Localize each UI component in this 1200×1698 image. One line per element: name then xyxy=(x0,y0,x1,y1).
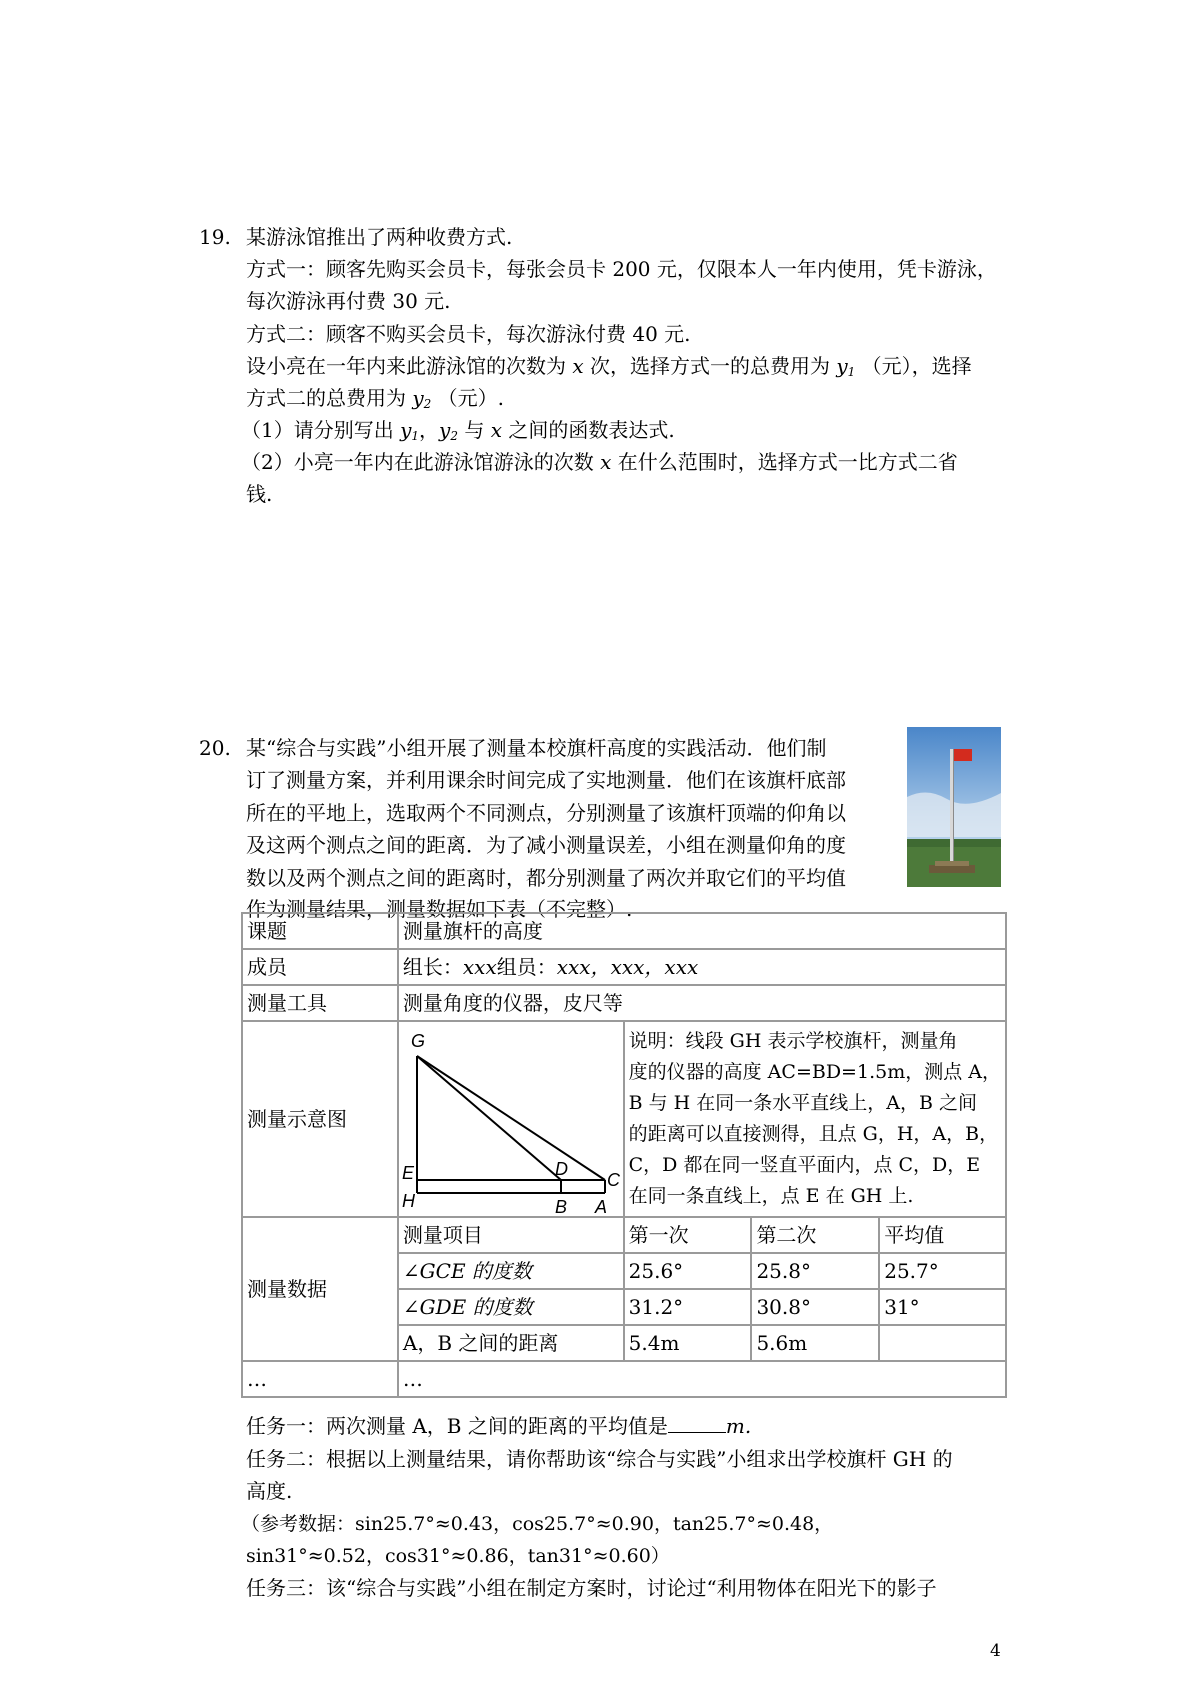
task-1-unit: m. xyxy=(725,1414,752,1438)
members-list: xxx，xxx，xxx xyxy=(556,955,699,979)
members-rest: 组员： xyxy=(496,955,557,979)
task-1-text: 任务一：两次测量 A，B 之间的距离的平均值是 xyxy=(246,1414,668,1438)
var-y1: y1 xyxy=(400,418,420,443)
point-g: G xyxy=(410,1031,425,1051)
q19-line-7a: （1）请分别写出 xyxy=(241,418,394,442)
q20-para-1: 某“综合与实践”小组开展了测量本校旗杆高度的实践活动．他们制 xyxy=(246,736,827,760)
ellipsis-right: … xyxy=(398,1361,1006,1397)
members-lead: 组长： xyxy=(402,955,463,979)
task-3: 任务三：该“综合与实践”小组在制定方案时，讨论过“利用物体在阳光下的影子 xyxy=(246,1576,937,1600)
point-h: H xyxy=(401,1191,415,1211)
task-2-line-2: 高度. xyxy=(246,1479,293,1503)
desc-line-3: B 与 H 在同一条水平直线上，A，B 之间 xyxy=(628,1092,978,1114)
var-y2: y2 xyxy=(412,386,432,411)
point-e: E xyxy=(401,1163,414,1183)
q19-number: 19. xyxy=(199,225,231,249)
q19-line-6 xyxy=(246,382,504,417)
row-gde-second: 30.8° xyxy=(751,1289,879,1325)
task-2-line-1: 任务二：根据以上测量结果，请你帮助该“综合与实践”小组求出学校旗杆 GH 的 xyxy=(246,1447,953,1471)
row-ab-item: A，B 之间的距离 xyxy=(398,1325,624,1361)
point-a: A xyxy=(594,1197,607,1215)
var-y2: y2 xyxy=(439,418,458,443)
q19-line-8b: 在什么范围时，选择方式一比方式二省 xyxy=(617,450,958,474)
head-second: 第二次 xyxy=(751,1217,879,1253)
q19-line-2: 方式一：顾客先购买会员卡，每张会员卡 200 元，仅限本人一年内使用，凭卡游泳， xyxy=(246,257,997,281)
row-ab-first: 5.4m xyxy=(624,1325,752,1361)
var-x: x xyxy=(490,418,502,442)
q19-line-7c: 之间的函数表达式. xyxy=(508,418,675,442)
members-leader: xxx xyxy=(462,955,497,979)
reference-data-1: （参考数据：sin25.7°≈0.43，cos25.7°≈0.90，tan25.7°≈0.48， xyxy=(241,1513,834,1535)
desc-line-5: C，D 都在同一竖直平面内，点 C，D，E xyxy=(628,1154,981,1176)
desc-line-4: 的距离可以直接测得，且点 G，H，A，B， xyxy=(628,1123,999,1145)
point-d: D xyxy=(554,1159,568,1179)
head-average: 平均值 xyxy=(879,1217,1006,1253)
task-1 xyxy=(246,1410,751,1442)
row-ab-second: 5.6m xyxy=(751,1325,879,1361)
row-gde-item: ∠GDE 的度数 xyxy=(398,1289,624,1325)
desc-line-6: 在同一条直线上，点 E 在 GH 上. xyxy=(628,1185,914,1207)
head-first: 第一次 xyxy=(624,1217,752,1253)
desc-line-1: 说明：线段 GH 表示学校旗杆，测量角 xyxy=(628,1030,958,1052)
q19-line-6b: （元）. xyxy=(437,386,505,410)
topic-value: 测量旗杆的高度 xyxy=(398,913,1006,949)
measurement-diagram xyxy=(399,1023,621,1215)
tools-label: 测量工具 xyxy=(242,985,398,1021)
reference-data-2: sin31°≈0.52，cos31°≈0.86，tan31°≈0.60） xyxy=(246,1545,670,1567)
row-ab-average xyxy=(879,1325,1006,1361)
measurement-table xyxy=(241,912,1007,1398)
line-gc xyxy=(417,1056,605,1180)
q20-para-3: 所在的平地上，选取两个不同测点，分别测量了该旗杆顶端的仰角以 xyxy=(246,801,846,825)
q19-line-9: 钱. xyxy=(246,482,273,506)
point-c: C xyxy=(606,1170,620,1190)
q19-line-5a: 设小亮在一年内来此游泳馆的次数为 xyxy=(246,354,566,378)
comma: ， xyxy=(419,418,440,442)
row-gce-average: 25.7° xyxy=(879,1253,1006,1289)
q20-para-4: 及这两个测点之间的距离．为了减小测量误差，小组在测量仰角的度 xyxy=(246,833,846,857)
q19-line-5c: （元），选择 xyxy=(861,354,972,378)
q19-line-3: 每次游泳再付费 30 元. xyxy=(246,289,451,313)
var-x: x xyxy=(600,450,612,474)
answer-blank[interactable] xyxy=(668,1414,726,1433)
q20-para-6: 作为测量结果，测量数据如下表（不完整）. xyxy=(246,897,633,921)
page-number: 4 xyxy=(990,1641,1001,1661)
q19-line-4: 方式二：顾客不购买会员卡，每次游泳付费 40 元. xyxy=(246,322,691,346)
diagram-description xyxy=(624,1021,1006,1217)
q19-line-6a: 方式二的总费用为 xyxy=(246,386,406,410)
q19-line-1: 某游泳馆推出了两种收费方式. xyxy=(246,225,513,249)
q19-line-5 xyxy=(246,350,972,385)
row-gce-first: 25.6° xyxy=(624,1253,752,1289)
line-gd xyxy=(417,1056,561,1180)
var-x: x xyxy=(572,354,584,378)
topic-label: 课题 xyxy=(242,913,398,949)
point-b: B xyxy=(554,1197,567,1215)
q19-line-8 xyxy=(241,446,958,478)
tools-value: 测量角度的仪器，皮尺等 xyxy=(398,985,1006,1021)
q19-line-8a: （2）小亮一年内在此游泳馆游泳的次数 xyxy=(241,450,594,474)
row-gce-second: 25.8° xyxy=(751,1253,879,1289)
data-label: 测量数据 xyxy=(242,1217,398,1361)
members-value xyxy=(398,949,1006,985)
diagram-cell xyxy=(398,1021,624,1217)
q20-number: 20. xyxy=(199,736,231,760)
row-gde-first: 31.2° xyxy=(624,1289,752,1325)
row-gde-average: 31° xyxy=(879,1289,1006,1325)
q20-para-5: 数以及两个测点之间的距离时，都分别测量了两次并取它们的平均值 xyxy=(246,866,846,890)
flagpole-photo xyxy=(907,727,1001,887)
var-y1: y1 xyxy=(836,354,856,379)
members-label: 成员 xyxy=(242,949,398,985)
diagram-label: 测量示意图 xyxy=(242,1021,398,1217)
row-gce-item: ∠GCE 的度数 xyxy=(398,1253,624,1289)
q19-line-5b: 次，选择方式一的总费用为 xyxy=(590,354,830,378)
q19-line-7b: 与 xyxy=(464,418,485,442)
ellipsis-left: … xyxy=(242,1361,398,1397)
q20-para-2: 订了测量方案，并利用课余时间完成了实地测量．他们在该旗杆底部 xyxy=(246,768,846,792)
desc-line-2: 度的仪器的高度 AC=BD=1.5m，测点 A， xyxy=(628,1061,1001,1083)
head-item: 测量项目 xyxy=(398,1217,624,1253)
q19-line-7 xyxy=(241,414,675,449)
